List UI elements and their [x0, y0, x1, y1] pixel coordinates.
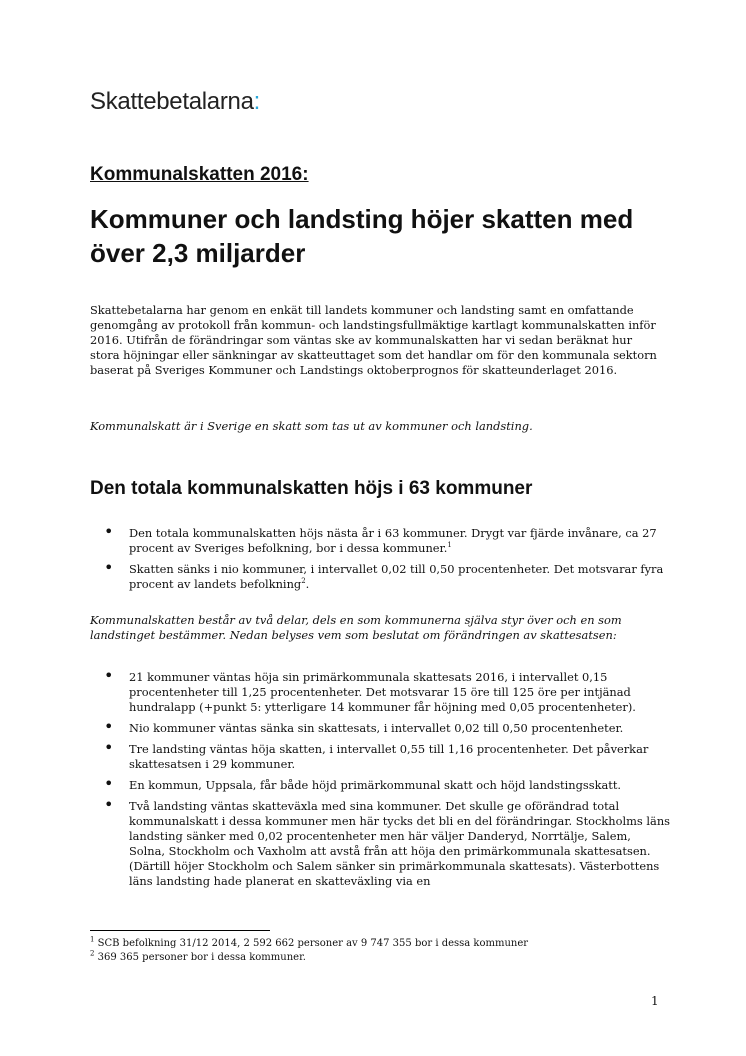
bullet-icon: • [104, 738, 114, 757]
footnote-ref: 2 [301, 577, 306, 586]
footnote-number: 1 [90, 935, 95, 944]
list-item [90, 558, 670, 592]
page-title: Kommuner och landsting höjer skatten med över 2,3 miljarder [90, 204, 634, 268]
section-heading: Den totala kommunalskatten höjs i 63 kommuner [90, 478, 533, 499]
list-item-text: Två landsting väntas skatteväxla med sina kommuner. Det skulle ge oförändrad total kommunalskatt i dessa kommuner men här tycks det bli en del förändringar. Stockholms läns landsting sänker med 0,02 procentenheter men här väljer Danderyd, Norrtälje, Salem, Solna, Stockholm och Vaxholm att avstå från att höja den primärkommunala skattesatsen. (Därtill höjer Stockholm och Salem sänker sin primärkommunala skattesats). Västerbottens läns landsting hade planerat en skatteväxling via en [129, 799, 671, 888]
list-item [90, 522, 670, 556]
explanation-paragraph: Kommunalskatten består av två delar, dels en som kommunerna själva styr över och en som landstinget bestämmer. Nedan belyses vem som beslutat om förändringen av skattesatsen: [90, 613, 622, 642]
footnote-text: SCB befolkning 31/12 2014, 2 592 662 personer av 9 747 355 bor i dessa kommuner [94, 938, 529, 949]
bullet-list-summary [90, 522, 670, 598]
logo [90, 88, 260, 116]
bullet-icon: • [104, 774, 114, 793]
footnote-ref: 1 [447, 541, 452, 550]
logo-text: Skattebetalarna [90, 88, 254, 115]
list-item-text: 21 kommuner väntas höja sin primärkommunala skattesats 2016, i intervallet 0,15 procentenheter till 1,25 procentenheter. Det motsvarar 15 öre till 125 öre per intjänad hundralapp (+punkt 5: ytterligare 14 kommuner får höjning med 0,05 procentenheter). [129, 670, 636, 714]
list-item-text: En kommun, Uppsala, får både höjd primärkommunal skatt och höjd landstingsskatt. [129, 778, 622, 792]
intro-paragraph: Skattebetalarna har genom en enkät till landets kommuner och landsting samt en omfattande genomgång av protokoll från kommun- och landstingsfullmäktige kartlagt kommunalskatten inför 2016. Utifrån de förändringar som väntas ske av kommunalskatten har vi sedan beräknat hur stora höjningar eller sänkningar av skatteuttaget som det handlar om för den kommunala sektorn baserat på Sveriges Kommuner och Landstings oktoberprognos för skatteunderlaget 2016. [90, 303, 657, 377]
list-item [90, 717, 670, 736]
footnote [90, 937, 665, 951]
footnote-number: 2 [90, 949, 95, 958]
footnotes [90, 937, 665, 965]
bullet-icon: • [104, 717, 114, 736]
page-number: 1 [651, 994, 659, 1008]
bullet-icon: • [104, 795, 114, 814]
list-item [90, 795, 671, 889]
bullet-icon: • [104, 558, 114, 577]
bullet-icon: • [104, 666, 114, 685]
list-item [90, 774, 670, 793]
logo-accent: : [253, 88, 260, 115]
footnote [90, 951, 665, 965]
intro-definition: Kommunalskatt är i Sverige en skatt som tas ut av kommuner och landsting. [90, 419, 533, 433]
bullet-icon: • [104, 522, 114, 541]
list-item-text: Tre landsting väntas höja skatten, i intervallet 0,55 till 1,16 procentenheter. Det påverkar skattesatsen i 29 kommuner. [129, 742, 649, 771]
list-item-text: Skatten sänks i nio kommuner, i intervallet 0,02 till 0,50 procentenheter. Det motsvarar fyra procent av landets befolkning [129, 562, 664, 591]
list-item-text: Den totala kommunalskatten höjs nästa år i 63 kommuner. Drygt var fjärde invånare, ca 27 procent av Sveriges befolkning, bor i dessa kommuner. [129, 526, 657, 555]
footnote-divider [90, 930, 270, 931]
kicker: Kommunalskatten 2016: [90, 164, 309, 185]
bullet-list-details [90, 666, 671, 895]
list-item [90, 666, 670, 715]
list-item [90, 738, 670, 772]
footnote-text: 369 365 personer bor i dessa kommuner. [94, 952, 306, 963]
list-item-text: Nio kommuner väntas sänka sin skattesats, i intervallet 0,02 till 0,50 procentenheter. [129, 721, 624, 735]
list-item-tail: . [305, 577, 310, 591]
